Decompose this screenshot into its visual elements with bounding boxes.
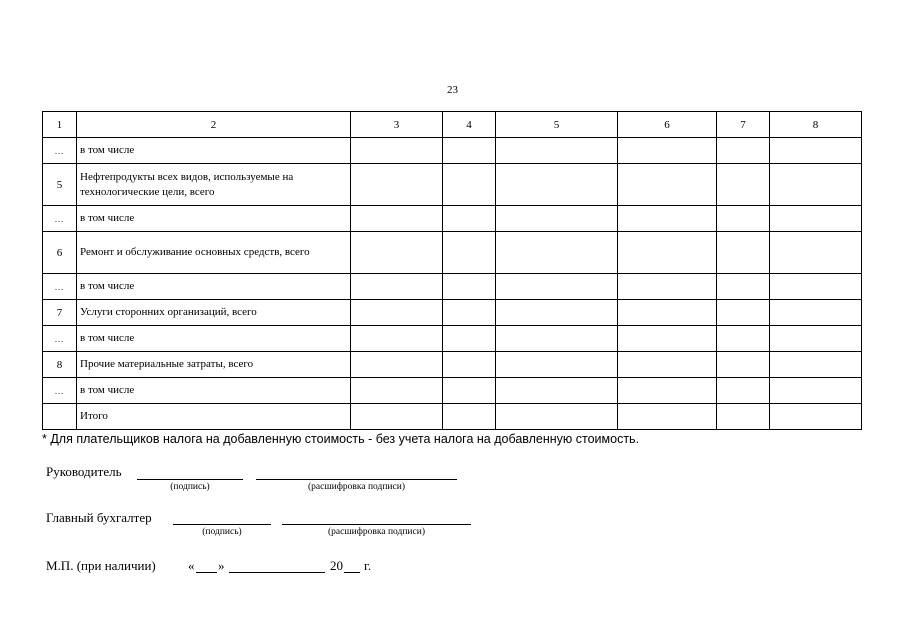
- value-cell: [443, 378, 496, 404]
- value-cell: [717, 404, 770, 430]
- row-label: в том числе: [77, 206, 351, 232]
- column-header: 1: [43, 112, 77, 138]
- total-row: [43, 404, 862, 430]
- row-number: 5: [43, 164, 77, 206]
- value-cell: [618, 206, 717, 232]
- table-row: [43, 378, 862, 404]
- row-label: Услуги сторонних организаций, всего: [77, 300, 351, 326]
- value-cell: [443, 274, 496, 300]
- value-cell: [351, 206, 443, 232]
- value-cell: [770, 274, 862, 300]
- value-cell: [618, 138, 717, 164]
- director-decoding-line: [256, 479, 457, 480]
- value-cell: [618, 326, 717, 352]
- value-cell: [770, 164, 862, 206]
- value-cell: [717, 378, 770, 404]
- row-number: [43, 404, 77, 430]
- value-cell: [443, 164, 496, 206]
- value-cell: [770, 300, 862, 326]
- director-label: Руководитель: [46, 464, 122, 479]
- table-row: [43, 326, 862, 352]
- value-cell: [770, 352, 862, 378]
- column-header: 5: [496, 112, 618, 138]
- value-cell: [717, 164, 770, 206]
- value-cell: [717, 274, 770, 300]
- column-header: 7: [717, 112, 770, 138]
- row-label: в том числе: [77, 274, 351, 300]
- value-cell: [618, 232, 717, 274]
- value-cell: [496, 404, 618, 430]
- value-cell: [443, 326, 496, 352]
- row-number: …: [43, 206, 77, 232]
- row-label: Ремонт и обслуживание основных средств, всего: [77, 232, 351, 274]
- date-day-line: [196, 572, 217, 573]
- value-cell: [717, 326, 770, 352]
- column-header: 3: [351, 112, 443, 138]
- value-cell: [443, 138, 496, 164]
- table-header-row: [43, 112, 862, 138]
- table-row: [43, 352, 862, 378]
- date-year-line: [344, 572, 360, 573]
- table-row: [43, 206, 862, 232]
- value-cell: [443, 352, 496, 378]
- value-cell: [618, 164, 717, 206]
- row-label: Итого: [77, 404, 351, 430]
- value-cell: [770, 404, 862, 430]
- value-cell: [717, 300, 770, 326]
- value-cell: [618, 352, 717, 378]
- row-number: …: [43, 378, 77, 404]
- value-cell: [717, 206, 770, 232]
- date-open-quote: «: [188, 558, 195, 573]
- row-number: …: [43, 274, 77, 300]
- row-number: 8: [43, 352, 77, 378]
- signature-hint: (подпись): [202, 527, 242, 537]
- footnote: * Для плательщиков налога на добавленную стоимость - без учета налога на добавленную стоимость.: [42, 432, 640, 446]
- value-cell: [717, 138, 770, 164]
- value-cell: [443, 300, 496, 326]
- decoding-hint: (расшифровка подписи): [308, 482, 405, 492]
- value-cell: [443, 232, 496, 274]
- date-close-quote: »: [218, 558, 225, 573]
- table-row: [43, 164, 862, 206]
- value-cell: [496, 232, 618, 274]
- value-cell: [443, 206, 496, 232]
- value-cell: [770, 326, 862, 352]
- table-row: [43, 138, 862, 164]
- column-header: 6: [618, 112, 717, 138]
- table-row: [43, 300, 862, 326]
- row-label: Нефтепродукты всех видов, используемые на технологические цели, всего: [77, 164, 351, 206]
- value-cell: [496, 300, 618, 326]
- value-cell: [443, 404, 496, 430]
- value-cell: [618, 274, 717, 300]
- table-row: [43, 274, 862, 300]
- year-prefix: 20: [330, 558, 343, 573]
- row-number: 6: [43, 232, 77, 274]
- value-cell: [351, 404, 443, 430]
- year-suffix: г.: [364, 558, 372, 573]
- row-number: …: [43, 326, 77, 352]
- value-cell: [770, 138, 862, 164]
- row-label: Прочие материальные затраты, всего: [77, 352, 351, 378]
- row-label: в том числе: [77, 326, 351, 352]
- value-cell: [351, 274, 443, 300]
- value-cell: [618, 404, 717, 430]
- date-month-line: [229, 572, 325, 573]
- value-cell: [496, 326, 618, 352]
- expenses-table: [42, 111, 862, 430]
- stamp-label: М.П. (при наличии): [46, 558, 156, 573]
- signature-hint: (подпись): [170, 482, 210, 492]
- decoding-hint: (расшифровка подписи): [328, 527, 425, 537]
- column-header: 2: [77, 112, 351, 138]
- value-cell: [496, 138, 618, 164]
- value-cell: [496, 164, 618, 206]
- column-header: 8: [770, 112, 862, 138]
- row-label: в том числе: [77, 378, 351, 404]
- value-cell: [770, 206, 862, 232]
- director-signature-line: [137, 479, 243, 480]
- value-cell: [770, 378, 862, 404]
- value-cell: [351, 378, 443, 404]
- value-cell: [351, 352, 443, 378]
- accountant-decoding-line: [282, 524, 471, 525]
- value-cell: [717, 232, 770, 274]
- row-label: в том числе: [77, 138, 351, 164]
- value-cell: [770, 232, 862, 274]
- value-cell: [496, 378, 618, 404]
- value-cell: [496, 206, 618, 232]
- value-cell: [717, 352, 770, 378]
- table-row: [43, 232, 862, 274]
- value-cell: [496, 352, 618, 378]
- row-number: …: [43, 138, 77, 164]
- value-cell: [618, 300, 717, 326]
- row-number: 7: [43, 300, 77, 326]
- accountant-label: Главный бухгалтер: [46, 510, 152, 525]
- value-cell: [496, 274, 618, 300]
- value-cell: [351, 138, 443, 164]
- accountant-signature-line: [173, 524, 271, 525]
- page-number: 23: [447, 84, 458, 96]
- value-cell: [618, 378, 717, 404]
- value-cell: [351, 300, 443, 326]
- value-cell: [351, 232, 443, 274]
- value-cell: [351, 164, 443, 206]
- value-cell: [351, 326, 443, 352]
- column-header: 4: [443, 112, 496, 138]
